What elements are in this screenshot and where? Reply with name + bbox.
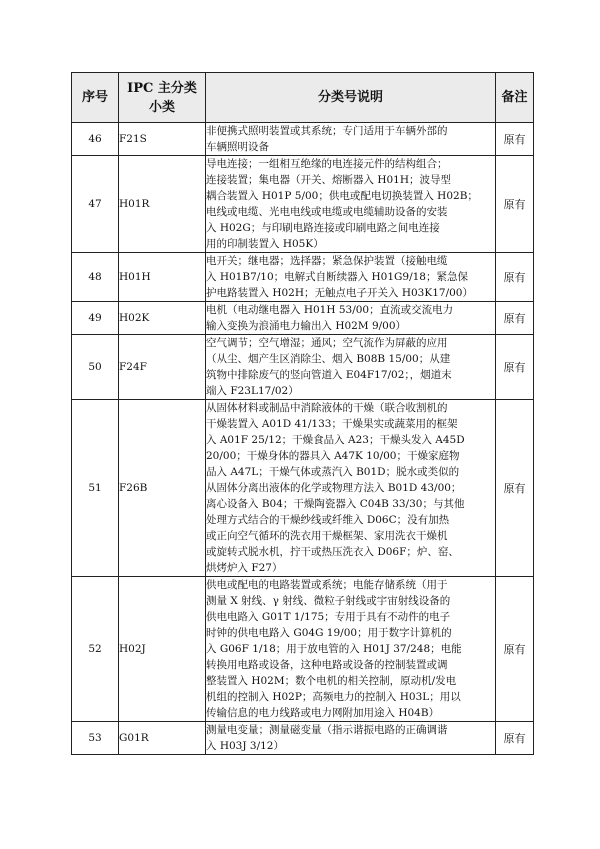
header-ipc-subclass-line1: IPC 主分类 (127, 80, 197, 96)
description-line: 电机（电动继电器入 H01H 53/00；直流或交流电力 (206, 304, 454, 316)
row-note: 原有 (496, 400, 534, 577)
description-line: 测量 X 射线、γ 射线、微粒子射线或宇宙射线设备的 (206, 595, 451, 607)
description-line: 护电路装置入 H02H；无触点电子开关入 H03K17/00） (206, 287, 473, 299)
row-serial-number: 48 (72, 253, 119, 302)
description-line: 时钟的供电电路入 G04G 19/00；用于数字计算机的 (206, 627, 452, 639)
row-ipc-code: H02J (119, 577, 206, 722)
row-description (206, 123, 496, 156)
description-line: 入 H02G；与印刷电路连接或印刷电路之间电连接 (206, 222, 440, 234)
description-line: 从固体分离出液体的化学或物理方法入 B01D 43/00； (206, 482, 462, 494)
description-line: 从固体材料或制品中消除液体的干燥（联合收割机的 (206, 402, 448, 414)
description-line: 入 A01F 25/12；干燥食品入 A23；干燥头发入 A45D (206, 434, 465, 446)
row-serial-number: 49 (72, 302, 119, 335)
table-row (72, 722, 534, 755)
description-line: 品入 A47L；干燥气体或蒸汽入 B01D；脱水或类似的 (206, 466, 460, 478)
ipc-classification-table (71, 72, 534, 755)
table-row (72, 302, 534, 335)
description-line: 非便携式照明装置或其系统；专门适用于车辆外部的 (206, 125, 448, 137)
row-ipc-code: F24F (119, 335, 206, 400)
row-ipc-code: H01R (119, 156, 206, 253)
description-line: 烘烤炉入 F27） (206, 562, 283, 574)
table-header-row (72, 73, 534, 123)
row-description (206, 302, 496, 335)
description-line: 整装置入 H02M；数个电机的相关控制，原动机/发电 (206, 675, 457, 687)
table-row (72, 156, 534, 253)
row-description (206, 400, 496, 577)
description-line: 入 H01B7/10；电解式自断续器入 H01G9/18；紧急保 (206, 271, 468, 283)
description-line: 供电电路入 G01T 1/175；专用于具有不动件的电子 (206, 611, 451, 623)
description-line: 电线或电缆、光电电线或电缆或电缆辅助设备的安装 (206, 206, 448, 218)
row-description (206, 156, 496, 253)
description-line: 入 H03J 3/12） (206, 740, 284, 752)
table-body (72, 123, 534, 755)
table-row (72, 400, 534, 577)
description-line: 机组的控制入 H02P；高频电力的控制入 H03L；用以 (206, 691, 461, 703)
description-line: 20/00；干燥身体的器具入 A47K 10/00；干燥家庭物 (206, 450, 460, 462)
header-ipc-subclass-line2: 小类 (148, 99, 175, 115)
row-ipc-code: H02K (119, 302, 206, 335)
row-note: 原有 (496, 577, 534, 722)
row-ipc-code: H01H (119, 253, 206, 302)
description-line: 传输信息的电力线路或电力网附加用途入 H04B） (206, 707, 440, 719)
description-line: 转换用电路或设备，这种电路或设备的控制装置或调 (206, 659, 448, 671)
row-note: 原有 (496, 253, 534, 302)
row-serial-number: 47 (72, 156, 119, 253)
description-line: 用的印制装置入 H05K） (206, 238, 324, 250)
header-description: 分类号说明 (206, 73, 496, 123)
row-description (206, 253, 496, 302)
description-line: 导电连接；一组相互绝缘的电连接元件的结构组合； (206, 158, 448, 170)
description-line: 或旋转式脱水机，拧干或热压洗衣入 D06F；炉、窑、 (206, 546, 459, 558)
description-line: 电开关；继电器；选择器；紧急保护装置（接触电缆 (206, 255, 448, 267)
header-note: 备注 (496, 73, 534, 123)
row-note: 原有 (496, 156, 534, 253)
description-line: 耦合装置入 H01P 5/00；供电或配电切换装置入 H02B； (206, 190, 478, 202)
row-serial-number: 46 (72, 123, 119, 156)
description-line: 离心设备入 B04；干燥陶瓷器入 C04B 33/30；与其他 (206, 498, 465, 510)
row-ipc-code: F26B (119, 400, 206, 577)
table-row (72, 335, 534, 400)
header-serial-number: 序号 (72, 73, 119, 123)
row-note: 原有 (496, 722, 534, 755)
row-serial-number: 51 (72, 400, 119, 577)
row-serial-number: 52 (72, 577, 119, 722)
row-description (206, 577, 496, 722)
row-ipc-code: G01R (119, 722, 206, 755)
description-line: 输入变换为浪涌电力输出入 H02M 9/00） (206, 320, 407, 332)
header-ipc-subclass (119, 73, 206, 123)
description-line: 连接装置；集电器（开关、熔断器入 H01H；波导型 (206, 174, 452, 186)
row-note: 原有 (496, 302, 534, 335)
description-line: 筑物中排除废气的竖向管道入 E04F17/02；，烟道末 (206, 369, 452, 381)
row-serial-number: 53 (72, 722, 119, 755)
row-serial-number: 50 (72, 335, 119, 400)
description-line: 入 G06F 1/18；用于放电管的入 H01J 37/248；电能 (206, 643, 462, 655)
row-note: 原有 (496, 335, 534, 400)
table-row (72, 577, 534, 722)
row-ipc-code: F21S (119, 123, 206, 156)
description-line: 空气调节；空气增湿；通风；空气流作为屏蔽的应用 (206, 337, 448, 349)
table-row (72, 123, 534, 156)
description-line: 测量电变量；测量磁变量（指示谐振电路的正确调谐 (206, 724, 448, 736)
row-description (206, 335, 496, 400)
description-line: 干燥装置入 A01D 41/133；干燥果实或蔬菜用的框架 (206, 418, 458, 430)
row-description (206, 722, 496, 755)
description-line: 供电或配电的电路装置或系统；电能存储系统（用于 (206, 579, 448, 591)
table-row (72, 253, 534, 302)
description-line: （从尘、烟产生区消除尘、烟入 B08B 15/00；从建 (206, 353, 451, 365)
description-line: 或正向空气循环的洗衣用干燥框架、家用洗衣干燥机 (206, 530, 448, 542)
description-line: 端入 F23L17/02） (206, 385, 299, 397)
description-line: 车辆照明设备 (206, 141, 269, 153)
description-line: 处理方式结合的干燥纱线或纤维入 D06C；没有加热 (206, 514, 450, 526)
row-note: 原有 (496, 123, 534, 156)
